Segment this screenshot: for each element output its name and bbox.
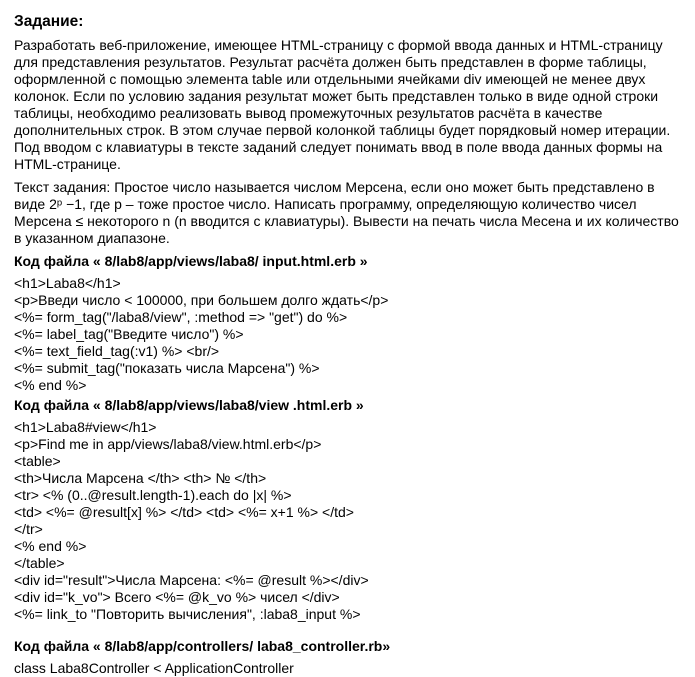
code-line: <%= link_to "Повторить вычисления", :laba8_input %> [14, 606, 361, 622]
code-line: <% end %> [14, 538, 87, 554]
code-line: class Laba8Controller < ApplicationController [14, 660, 294, 676]
code-line: <th>Числа Марсена </th> <th> № </th> [14, 470, 267, 486]
code-line: <p>Find me in app/views/laba8/view.html.erb</p> [14, 436, 322, 452]
code-block-input-html-erb [14, 275, 684, 394]
code-line: <td> <%= @result[x] %> </td> <td> <%= x+1 %> </td> [14, 504, 354, 520]
file-heading-input-html-erb: Код файла « 8/lab8/app/views/laba8/ input.html.erb » [14, 253, 368, 269]
task-description-paragraph: Разработать веб-приложение, имеющее HTML-страницу с формой ввода данных и HTML-страницу для представления результатов. Результат расчёта должен быть представлен в форме таблицы, оформленной с помощью элемента table или отдельными ячейками div имеющей не менее двух колонок. Если по условию задания результат может быть представлен только в виде одной строки таблицы, необходимо реализовать вывод промежуточных результатов расчёта в качестве дополнительных строк. В этом случае первой колонкой таблицы будет порядковый номер итерации. Под вводом с клавиатуры в тексте заданий следует понимать ввод в поле ввода данных формы на HTML-странице. [14, 37, 671, 172]
code-line: <h1>Laba8#view</h1> [14, 419, 157, 435]
file-heading-controller-rb: Код файла « 8/lab8/app/controllers/ laba8_controller.rb» [14, 638, 391, 654]
task-text-paragraph: Текст задания: Простое число называется числом Мерсена, если оно может быть представлено в виде 2ᵖ −1, где p – тоже простое число. Написать программу, определяющую количество чисел Мерсена ≤ некоторого n (n вводится с клавиатуры). Вывести на печать числа Месена и их количество в указанном диапазоне. [14, 179, 679, 246]
file-heading-view-html-erb: Код файла « 8/lab8/app/views/laba8/view .html.erb » [14, 397, 364, 413]
code-line: <table> [14, 453, 61, 469]
code-line: <p>Введи число < 100000, при большем долго ждать</p> [14, 292, 389, 308]
code-line: <%= text_field_tag(:v1) %> <br/> [14, 343, 220, 359]
code-line: <%= label_tag("Введите число") %> [14, 326, 244, 342]
code-line: <h1>Laba8</h1> [14, 275, 121, 291]
code-line: <div id="result">Числа Марсена: <%= @result %></div> [14, 572, 369, 588]
code-line: <%= form_tag("/laba8/view", :method => "get") do %> [14, 309, 348, 325]
code-line: </tr> [14, 521, 43, 537]
code-line: <tr> <% (0..@result.length-1).each do |x| %> [14, 487, 292, 503]
code-line: <div id="k_vo"> Всего <%= @k_vo %> чисел </div> [14, 589, 340, 605]
task-heading: Задание: [14, 13, 84, 30]
code-block-view-html-erb [14, 419, 684, 623]
code-line: </table> [14, 555, 65, 571]
code-block-controller-rb [14, 660, 684, 677]
code-line: <% end %> [14, 377, 87, 393]
code-line: <%= submit_tag("показать числа Марсена") %> [14, 360, 320, 376]
